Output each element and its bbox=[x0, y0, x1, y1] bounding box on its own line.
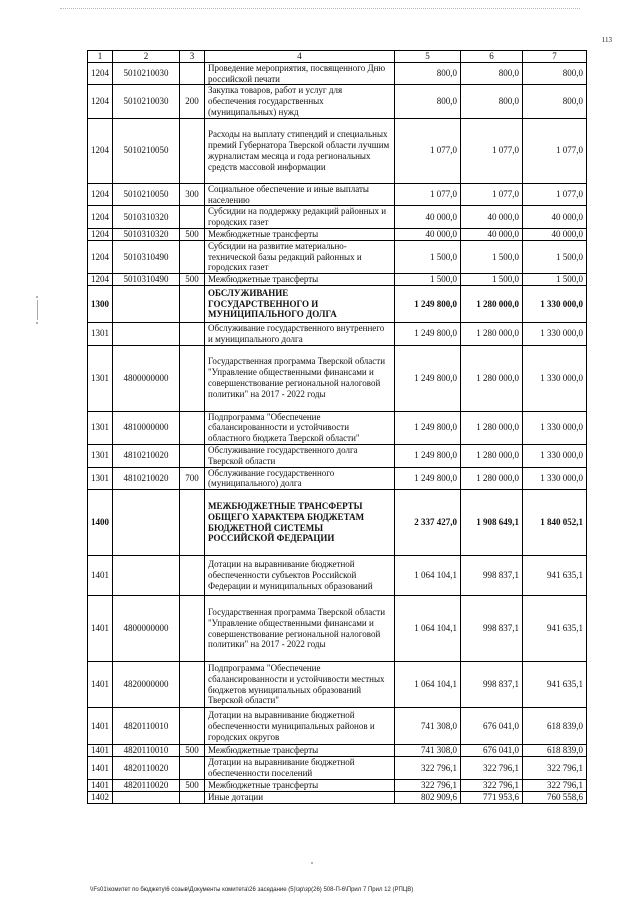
amount-col6-cell: 1 077,0 bbox=[461, 118, 523, 183]
item-name-cell: Подпрограмма "Обеспечение сбалансированности и устойчивости местных бюджетов муниципальных образований Тверской области" bbox=[205, 662, 395, 708]
item-name-cell: Межбюджетные трансферты bbox=[205, 274, 395, 286]
expense-type-cell bbox=[180, 596, 205, 662]
item-name-cell: Государственная программа Тверской области "Управление общественными финансами и совершенствование региональной налоговой политики" на 2017 - 2022 годы bbox=[205, 345, 395, 411]
amount-col6-cell: 998 837,1 bbox=[461, 662, 523, 708]
expense-type-cell: 500 bbox=[180, 745, 205, 757]
table-row bbox=[88, 779, 587, 791]
amount-col5-cell: 1 077,0 bbox=[395, 118, 461, 183]
amount-col7-cell: 1 500,0 bbox=[523, 240, 587, 273]
expense-type-cell bbox=[180, 285, 205, 322]
scan-speck bbox=[36, 296, 38, 298]
target-code-cell: 5010210050 bbox=[113, 183, 180, 206]
column-number-row bbox=[88, 51, 587, 63]
target-code-cell bbox=[113, 556, 180, 596]
item-name-cell: Социальное обеспечение и иные выплаты населению bbox=[205, 183, 395, 206]
amount-col7-cell: 1 077,0 bbox=[523, 183, 587, 206]
expense-type-cell bbox=[180, 62, 205, 85]
column-number: 3 bbox=[180, 51, 205, 63]
table-row bbox=[88, 228, 587, 240]
expense-type-cell: 500 bbox=[180, 228, 205, 240]
amount-col5-cell: 800,0 bbox=[395, 62, 461, 85]
table-row bbox=[88, 322, 587, 345]
target-code-cell: 5010310490 bbox=[113, 274, 180, 286]
amount-col7-cell: 1 077,0 bbox=[523, 118, 587, 183]
amount-col6-cell: 1 077,0 bbox=[461, 183, 523, 206]
item-name-cell: Межбюджетные трансферты bbox=[205, 779, 395, 791]
amount-col7-cell: 941 635,1 bbox=[523, 662, 587, 708]
amount-col7-cell: 1 330 000,0 bbox=[523, 467, 587, 490]
expense-type-cell bbox=[180, 345, 205, 411]
amount-col5-cell: 1 249 800,0 bbox=[395, 285, 461, 322]
amount-col5-cell: 1 249 800,0 bbox=[395, 322, 461, 345]
column-number: 2 bbox=[113, 51, 180, 63]
target-code-cell: 4820110020 bbox=[113, 779, 180, 791]
amount-col6-cell: 676 041,0 bbox=[461, 708, 523, 745]
amount-col6-cell: 1 280 000,0 bbox=[461, 411, 523, 444]
target-code-cell: 5010310320 bbox=[113, 228, 180, 240]
amount-col5-cell: 800,0 bbox=[395, 85, 461, 118]
item-name-cell: Дотации на выравнивание бюджетной обеспеченности субъектов Российской Федерации и муниципальных образований bbox=[205, 556, 395, 596]
amount-col5-cell: 802 909,6 bbox=[395, 791, 461, 803]
section-code-cell: 1301 bbox=[88, 345, 113, 411]
expense-type-cell bbox=[180, 708, 205, 745]
section-code-cell: 1401 bbox=[88, 708, 113, 745]
amount-col7-cell: 1 330 000,0 bbox=[523, 285, 587, 322]
column-number: 4 bbox=[205, 51, 395, 63]
item-name-cell: Иные дотации bbox=[205, 791, 395, 803]
table-row bbox=[88, 411, 587, 444]
amount-col5-cell: 1 249 800,0 bbox=[395, 411, 461, 444]
section-code-cell: 1401 bbox=[88, 745, 113, 757]
amount-col5-cell: 2 337 427,0 bbox=[395, 490, 461, 556]
table-row bbox=[88, 556, 587, 596]
amount-col5-cell: 1 249 800,0 bbox=[395, 467, 461, 490]
amount-col5-cell: 1 500,0 bbox=[395, 274, 461, 286]
expense-type-cell bbox=[180, 240, 205, 273]
scan-speck bbox=[37, 300, 38, 320]
table-row bbox=[88, 791, 587, 803]
expense-type-cell bbox=[180, 322, 205, 345]
section-code-cell: 1401 bbox=[88, 556, 113, 596]
amount-col7-cell: 760 558,6 bbox=[523, 791, 587, 803]
item-name-cell: Закупка товаров, работ и услуг для обеспечения государственных (муниципальных) нужд bbox=[205, 85, 395, 118]
amount-col6-cell: 998 837,1 bbox=[461, 556, 523, 596]
table-row bbox=[88, 662, 587, 708]
budget-table bbox=[87, 50, 587, 804]
file-path-footer: \\Fs01\комитет по бюджету\6 созыв\Документы комитета\26 заседание (5)\зр\зр(26) 508-П-6\Прил 7 Прил 12 (РПЦВ) bbox=[90, 887, 414, 893]
page-number: 113 bbox=[601, 36, 612, 44]
amount-col5-cell: 1 077,0 bbox=[395, 183, 461, 206]
amount-col7-cell: 1 840 052,1 bbox=[523, 490, 587, 556]
column-number: 5 bbox=[395, 51, 461, 63]
scan-artifact-line bbox=[60, 8, 580, 11]
table-row bbox=[88, 444, 587, 467]
amount-col7-cell: 1 330 000,0 bbox=[523, 322, 587, 345]
table-row bbox=[88, 285, 587, 322]
expense-type-cell: 500 bbox=[180, 779, 205, 791]
section-code-cell: 1301 bbox=[88, 322, 113, 345]
item-name-cell: Межбюджетные трансферты bbox=[205, 745, 395, 757]
item-name-cell: Расходы на выплату стипендий и специальных премий Губернатора Тверской области лучшим журналистам месяца и года региональных средств массовой информации bbox=[205, 118, 395, 183]
table-row bbox=[88, 467, 587, 490]
item-name-cell: МЕЖБЮДЖЕТНЫЕ ТРАНСФЕРТЫ ОБЩЕГО ХАРАКТЕРА БЮДЖЕТАМ БЮДЖЕТНОЙ СИСТЕМЫ РОССИЙСКОЙ ФЕДЕРАЦИИ bbox=[205, 490, 395, 556]
target-code-cell: 4820110010 bbox=[113, 745, 180, 757]
expense-type-cell: 200 bbox=[180, 85, 205, 118]
target-code-cell bbox=[113, 490, 180, 556]
table-row bbox=[88, 490, 587, 556]
table-row bbox=[88, 596, 587, 662]
amount-col6-cell: 322 796,1 bbox=[461, 756, 523, 779]
table-row bbox=[88, 756, 587, 779]
table-row bbox=[88, 708, 587, 745]
amount-col7-cell: 1 330 000,0 bbox=[523, 411, 587, 444]
section-code-cell: 1301 bbox=[88, 467, 113, 490]
amount-col7-cell: 322 796,1 bbox=[523, 756, 587, 779]
item-name-cell: Дотации на выравнивание бюджетной обеспеченности поселений bbox=[205, 756, 395, 779]
amount-col5-cell: 1 064 104,1 bbox=[395, 596, 461, 662]
amount-col5-cell: 40 000,0 bbox=[395, 228, 461, 240]
expense-type-cell bbox=[180, 411, 205, 444]
amount-col5-cell: 1 064 104,1 bbox=[395, 556, 461, 596]
section-code-cell: 1300 bbox=[88, 285, 113, 322]
item-name-cell: Межбюджетные трансферты bbox=[205, 228, 395, 240]
section-code-cell: 1401 bbox=[88, 596, 113, 662]
target-code-cell: 4810210020 bbox=[113, 467, 180, 490]
amount-col6-cell: 1 280 000,0 bbox=[461, 322, 523, 345]
item-name-cell: Обслуживание государственного долга Тверской области bbox=[205, 444, 395, 467]
amount-col6-cell: 40 000,0 bbox=[461, 228, 523, 240]
target-code-cell: 5010210030 bbox=[113, 85, 180, 118]
item-name-cell: Государственная программа Тверской области "Управление общественными финансами и совершенствование региональной налоговой политики" на 2017 - 2022 годы bbox=[205, 596, 395, 662]
section-code-cell: 1401 bbox=[88, 756, 113, 779]
amount-col6-cell: 800,0 bbox=[461, 85, 523, 118]
expense-type-cell bbox=[180, 662, 205, 708]
amount-col5-cell: 40 000,0 bbox=[395, 206, 461, 229]
section-code-cell: 1204 bbox=[88, 274, 113, 286]
item-name-cell: Обслуживание государственного внутреннего и муниципального долга bbox=[205, 322, 395, 345]
amount-col7-cell: 1 330 000,0 bbox=[523, 345, 587, 411]
table-row bbox=[88, 85, 587, 118]
expense-type-cell bbox=[180, 791, 205, 803]
amount-col6-cell: 998 837,1 bbox=[461, 596, 523, 662]
amount-col5-cell: 1 064 104,1 bbox=[395, 662, 461, 708]
amount-col6-cell: 322 796,1 bbox=[461, 779, 523, 791]
target-code-cell: 5010210030 bbox=[113, 62, 180, 85]
item-name-cell: Дотации на выравнивание бюджетной обеспеченности муниципальных районов и городских округов bbox=[205, 708, 395, 745]
section-code-cell: 1301 bbox=[88, 444, 113, 467]
amount-col7-cell: 40 000,0 bbox=[523, 206, 587, 229]
item-name-cell: ОБСЛУЖИВАНИЕ ГОСУДАРСТВЕННОГО И МУНИЦИПАЛЬНОГО ДОЛГА bbox=[205, 285, 395, 322]
section-code-cell: 1400 bbox=[88, 490, 113, 556]
table-row bbox=[88, 240, 587, 273]
item-name-cell: Обслуживание государственного (муниципального) долга bbox=[205, 467, 395, 490]
target-code-cell bbox=[113, 791, 180, 803]
amount-col5-cell: 741 308,0 bbox=[395, 708, 461, 745]
section-code-cell: 1204 bbox=[88, 206, 113, 229]
amount-col7-cell: 1 500,0 bbox=[523, 274, 587, 286]
amount-col7-cell: 322 796,1 bbox=[523, 779, 587, 791]
target-code-cell: 4820110020 bbox=[113, 756, 180, 779]
amount-col6-cell: 1 280 000,0 bbox=[461, 467, 523, 490]
amount-col7-cell: 941 635,1 bbox=[523, 596, 587, 662]
column-number: 1 bbox=[88, 51, 113, 63]
table-row bbox=[88, 183, 587, 206]
item-name-cell: Субсидии на поддержку редакций районных и городских газет bbox=[205, 206, 395, 229]
amount-col6-cell: 676 041,0 bbox=[461, 745, 523, 757]
expense-type-cell bbox=[180, 556, 205, 596]
amount-col7-cell: 618 839,0 bbox=[523, 745, 587, 757]
column-number: 7 bbox=[523, 51, 587, 63]
section-code-cell: 1204 bbox=[88, 118, 113, 183]
target-code-cell: 5010310490 bbox=[113, 240, 180, 273]
amount-col5-cell: 1 249 800,0 bbox=[395, 444, 461, 467]
amount-col5-cell: 741 308,0 bbox=[395, 745, 461, 757]
table-row bbox=[88, 345, 587, 411]
expense-type-cell: 500 bbox=[180, 274, 205, 286]
table-row bbox=[88, 274, 587, 286]
table-row bbox=[88, 62, 587, 85]
scan-speck bbox=[311, 862, 313, 864]
expense-type-cell bbox=[180, 118, 205, 183]
amount-col5-cell: 322 796,1 bbox=[395, 756, 461, 779]
amount-col6-cell: 1 280 000,0 bbox=[461, 444, 523, 467]
amount-col6-cell: 1 908 649,1 bbox=[461, 490, 523, 556]
target-code-cell: 4810210020 bbox=[113, 444, 180, 467]
section-code-cell: 1301 bbox=[88, 411, 113, 444]
amount-col5-cell: 1 500,0 bbox=[395, 240, 461, 273]
target-code-cell: 4820000000 bbox=[113, 662, 180, 708]
amount-col6-cell: 800,0 bbox=[461, 62, 523, 85]
item-name-cell: Подпрограмма "Обеспечение сбалансированности и устойчивости областного бюджета Тверской области" bbox=[205, 411, 395, 444]
amount-col7-cell: 941 635,1 bbox=[523, 556, 587, 596]
section-code-cell: 1401 bbox=[88, 779, 113, 791]
expense-type-cell bbox=[180, 206, 205, 229]
target-code-cell bbox=[113, 322, 180, 345]
table-row bbox=[88, 118, 587, 183]
column-number: 6 bbox=[461, 51, 523, 63]
amount-col6-cell: 1 280 000,0 bbox=[461, 345, 523, 411]
target-code-cell: 5010210050 bbox=[113, 118, 180, 183]
amount-col7-cell: 800,0 bbox=[523, 62, 587, 85]
amount-col5-cell: 1 249 800,0 bbox=[395, 345, 461, 411]
section-code-cell: 1204 bbox=[88, 228, 113, 240]
amount-col6-cell: 1 500,0 bbox=[461, 274, 523, 286]
expense-type-cell bbox=[180, 756, 205, 779]
section-code-cell: 1204 bbox=[88, 240, 113, 273]
table-row bbox=[88, 206, 587, 229]
section-code-cell: 1401 bbox=[88, 662, 113, 708]
expense-type-cell: 300 bbox=[180, 183, 205, 206]
target-code-cell bbox=[113, 285, 180, 322]
section-code-cell: 1204 bbox=[88, 183, 113, 206]
target-code-cell: 4800000000 bbox=[113, 596, 180, 662]
target-code-cell: 4810000000 bbox=[113, 411, 180, 444]
table-body bbox=[88, 51, 587, 804]
amount-col7-cell: 618 839,0 bbox=[523, 708, 587, 745]
target-code-cell: 4800000000 bbox=[113, 345, 180, 411]
target-code-cell: 4820110010 bbox=[113, 708, 180, 745]
amount-col7-cell: 40 000,0 bbox=[523, 228, 587, 240]
amount-col6-cell: 1 500,0 bbox=[461, 240, 523, 273]
amount-col5-cell: 322 796,1 bbox=[395, 779, 461, 791]
table-row bbox=[88, 745, 587, 757]
section-code-cell: 1204 bbox=[88, 62, 113, 85]
amount-col7-cell: 1 330 000,0 bbox=[523, 444, 587, 467]
amount-col6-cell: 771 953,6 bbox=[461, 791, 523, 803]
target-code-cell: 5010310320 bbox=[113, 206, 180, 229]
expense-type-cell bbox=[180, 490, 205, 556]
amount-col6-cell: 40 000,0 bbox=[461, 206, 523, 229]
section-code-cell: 1402 bbox=[88, 791, 113, 803]
section-code-cell: 1204 bbox=[88, 85, 113, 118]
expense-type-cell: 700 bbox=[180, 467, 205, 490]
item-name-cell: Субсидии на развитие материально-технической базы редакций районных и городских газет bbox=[205, 240, 395, 273]
amount-col6-cell: 1 280 000,0 bbox=[461, 285, 523, 322]
expense-type-cell bbox=[180, 444, 205, 467]
scan-speck bbox=[36, 322, 38, 324]
item-name-cell: Проведение мероприятия, посвященного Дню российской печати bbox=[205, 62, 395, 85]
amount-col7-cell: 800,0 bbox=[523, 85, 587, 118]
